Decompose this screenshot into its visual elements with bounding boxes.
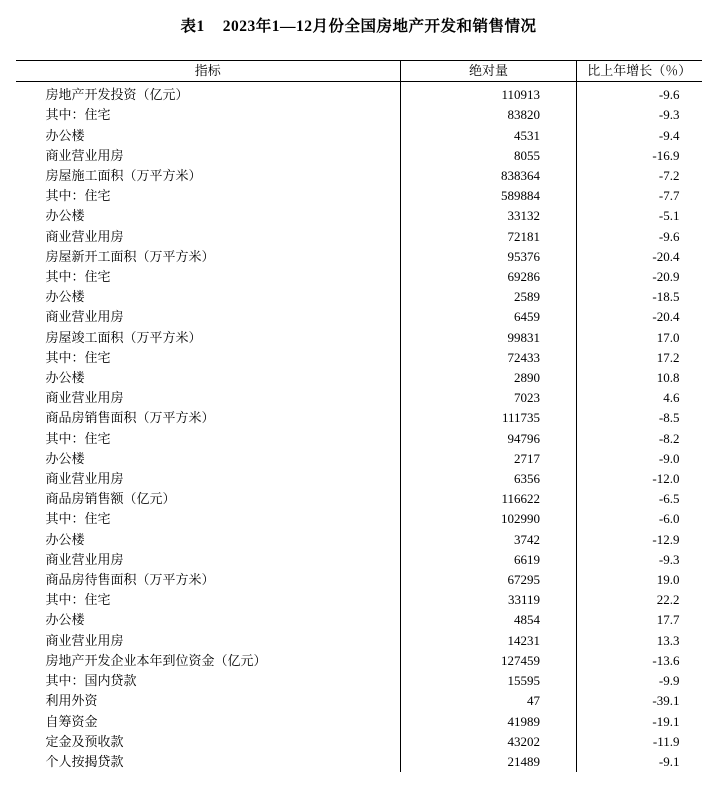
table-row <box>16 287 702 307</box>
cell-absolute-value: 116622 <box>401 489 577 509</box>
table-row <box>16 610 702 630</box>
cell-absolute-value: 6459 <box>401 307 577 327</box>
cell-indicator: 商业营业用房 <box>16 550 401 570</box>
cell-absolute-value: 43202 <box>401 732 577 752</box>
cell-indicator: 房地产开发企业本年到位资金（亿元） <box>16 651 401 671</box>
cell-absolute-value: 47 <box>401 691 577 711</box>
cell-growth-rate: -39.1 <box>652 693 680 709</box>
cell-absolute-value: 838364 <box>401 166 577 186</box>
cell-indicator: 办公楼 <box>16 530 401 550</box>
cell-growth-rate: -9.9 <box>658 673 680 689</box>
cell-indicator: 办公楼 <box>16 206 401 226</box>
table-header-row <box>16 61 702 82</box>
table-row <box>16 146 702 166</box>
cell-absolute-value: 99831 <box>401 328 577 348</box>
cell-absolute-value: 110913 <box>401 82 577 106</box>
cell-absolute-value: 72181 <box>401 227 577 247</box>
cell-growth-rate: 19.0 <box>656 572 680 588</box>
cell-growth-rate: -12.9 <box>652 531 680 547</box>
cell-indicator: 其中：住宅 <box>16 105 401 125</box>
cell-indicator: 个人按揭贷款 <box>16 752 401 772</box>
table-row <box>16 368 702 388</box>
cell-absolute-value: 111735 <box>401 408 577 428</box>
table-row <box>16 247 702 267</box>
cell-growth-rate: -11.9 <box>652 733 680 749</box>
cell-absolute-value: 95376 <box>401 247 577 267</box>
cell-indicator: 其中：住宅 <box>16 186 401 206</box>
cell-absolute-value: 4854 <box>401 610 577 630</box>
cell-indicator: 商品房销售额（亿元） <box>16 489 401 509</box>
cell-indicator: 房屋新开工面积（万平方米） <box>16 247 401 267</box>
cell-indicator: 其中：住宅 <box>16 429 401 449</box>
table-row <box>16 267 702 287</box>
cell-growth-rate: -20.4 <box>652 248 680 264</box>
cell-growth-rate: -9.0 <box>658 450 680 466</box>
cell-absolute-value: 6619 <box>401 550 577 570</box>
table-row <box>16 388 702 408</box>
cell-absolute-value: 41989 <box>401 712 577 732</box>
cell-growth-rate: -16.9 <box>652 147 680 163</box>
cell-indicator: 办公楼 <box>16 287 401 307</box>
cell-absolute-value: 15595 <box>401 671 577 691</box>
cell-absolute-value: 2890 <box>401 368 577 388</box>
table-row <box>16 590 702 610</box>
table-row <box>16 186 702 206</box>
cell-indicator: 办公楼 <box>16 368 401 388</box>
cell-growth-rate: 17.2 <box>656 349 680 365</box>
cell-absolute-value: 2717 <box>401 449 577 469</box>
cell-indicator: 商业营业用房 <box>16 227 401 247</box>
cell-growth-rate: 22.2 <box>656 592 680 608</box>
cell-indicator: 其中：住宅 <box>16 348 401 368</box>
cell-growth-rate: -13.6 <box>652 652 680 668</box>
table-header <box>16 61 702 82</box>
cell-growth-rate: -9.3 <box>658 551 680 567</box>
column-header-growth-rate: 比上年增长（％） <box>577 61 702 82</box>
cell-growth-rate: -9.6 <box>658 87 680 103</box>
cell-indicator: 自筹资金 <box>16 712 401 732</box>
cell-indicator: 商品房销售面积（万平方米） <box>16 408 401 428</box>
table-row <box>16 691 702 711</box>
table-row <box>16 227 702 247</box>
cell-absolute-value: 102990 <box>401 509 577 529</box>
table-row <box>16 631 702 651</box>
cell-indicator: 利用外资 <box>16 691 401 711</box>
table-row <box>16 429 702 449</box>
cell-indicator: 其中：住宅 <box>16 509 401 529</box>
cell-absolute-value: 67295 <box>401 570 577 590</box>
table-row <box>16 530 702 550</box>
cell-growth-rate: -20.9 <box>652 269 680 285</box>
cell-growth-rate: -6.5 <box>658 491 680 507</box>
table-row <box>16 671 702 691</box>
table-body <box>16 82 702 772</box>
table-row <box>16 550 702 570</box>
cell-indicator: 房屋施工面积（万平方米） <box>16 166 401 186</box>
cell-growth-rate: -9.3 <box>658 107 680 123</box>
table-title-text: 2023年1—12月份全国房地产开发和销售情况 <box>222 18 537 35</box>
cell-indicator: 商业营业用房 <box>16 307 401 327</box>
cell-absolute-value: 589884 <box>401 186 577 206</box>
cell-absolute-value: 21489 <box>401 752 577 772</box>
cell-absolute-value: 3742 <box>401 530 577 550</box>
cell-absolute-value: 72433 <box>401 348 577 368</box>
cell-absolute-value: 14231 <box>401 631 577 651</box>
table-row <box>16 651 702 671</box>
cell-growth-rate: 10.8 <box>656 370 680 386</box>
cell-growth-rate: 17.7 <box>656 612 680 628</box>
table-row <box>16 752 702 772</box>
cell-indicator: 房屋竣工面积（万平方米） <box>16 328 401 348</box>
table-row <box>16 206 702 226</box>
table-row <box>16 732 702 752</box>
cell-indicator: 办公楼 <box>16 610 401 630</box>
cell-indicator: 其中：住宅 <box>16 267 401 287</box>
table-row <box>16 509 702 529</box>
cell-absolute-value: 2589 <box>401 287 577 307</box>
cell-absolute-value: 33119 <box>401 590 577 610</box>
table-row <box>16 82 702 106</box>
cell-absolute-value: 8055 <box>401 146 577 166</box>
cell-absolute-value: 127459 <box>401 651 577 671</box>
table-number: 表1 <box>180 18 205 35</box>
cell-absolute-value: 94796 <box>401 429 577 449</box>
cell-indicator: 商品房待售面积（万平方米） <box>16 570 401 590</box>
cell-absolute-value: 33132 <box>401 206 577 226</box>
cell-growth-rate: -7.2 <box>658 168 680 184</box>
cell-growth-rate: -9.1 <box>658 753 680 769</box>
cell-absolute-value: 69286 <box>401 267 577 287</box>
cell-absolute-value: 83820 <box>401 105 577 125</box>
cell-absolute-value: 4531 <box>401 126 577 146</box>
cell-growth-rate: -19.1 <box>652 713 680 729</box>
cell-growth-rate: -12.0 <box>652 471 680 487</box>
cell-growth-rate: -18.5 <box>652 289 680 305</box>
page-title <box>0 0 717 36</box>
cell-growth-rate: 4.6 <box>663 390 680 406</box>
cell-growth-rate: -7.7 <box>658 188 680 204</box>
cell-indicator: 其中：国内贷款 <box>16 671 401 691</box>
table-row <box>16 348 702 368</box>
column-header-absolute-value: 绝对量 <box>401 61 577 82</box>
cell-growth-rate: -8.2 <box>658 430 680 446</box>
table-row <box>16 408 702 428</box>
table-row <box>16 712 702 732</box>
column-header-indicator: 指标 <box>16 61 401 82</box>
cell-growth-rate: -20.4 <box>652 309 680 325</box>
real-estate-statistics-table <box>16 60 702 772</box>
table-row <box>16 126 702 146</box>
cell-growth-rate: -6.0 <box>658 511 680 527</box>
cell-indicator: 办公楼 <box>16 449 401 469</box>
cell-indicator: 商业营业用房 <box>16 631 401 651</box>
table-row <box>16 166 702 186</box>
table-row <box>16 307 702 327</box>
table-row <box>16 449 702 469</box>
table-row <box>16 469 702 489</box>
table-row <box>16 105 702 125</box>
table-row <box>16 328 702 348</box>
cell-indicator: 定金及预收款 <box>16 732 401 752</box>
cell-indicator: 商业营业用房 <box>16 469 401 489</box>
cell-absolute-value: 6356 <box>401 469 577 489</box>
cell-indicator: 办公楼 <box>16 126 401 146</box>
cell-growth-rate: -8.5 <box>658 410 680 426</box>
cell-growth-rate: -9.4 <box>658 127 680 143</box>
table-row <box>16 570 702 590</box>
cell-indicator: 商业营业用房 <box>16 388 401 408</box>
cell-growth-rate: 13.3 <box>656 632 680 648</box>
cell-indicator: 商业营业用房 <box>16 146 401 166</box>
table-row <box>16 489 702 509</box>
cell-indicator: 房地产开发投资（亿元） <box>16 82 401 106</box>
cell-indicator: 其中：住宅 <box>16 590 401 610</box>
cell-growth-rate: -5.1 <box>658 208 680 224</box>
cell-absolute-value: 7023 <box>401 388 577 408</box>
cell-growth-rate: 17.0 <box>656 329 680 345</box>
cell-growth-rate: -9.6 <box>658 228 680 244</box>
